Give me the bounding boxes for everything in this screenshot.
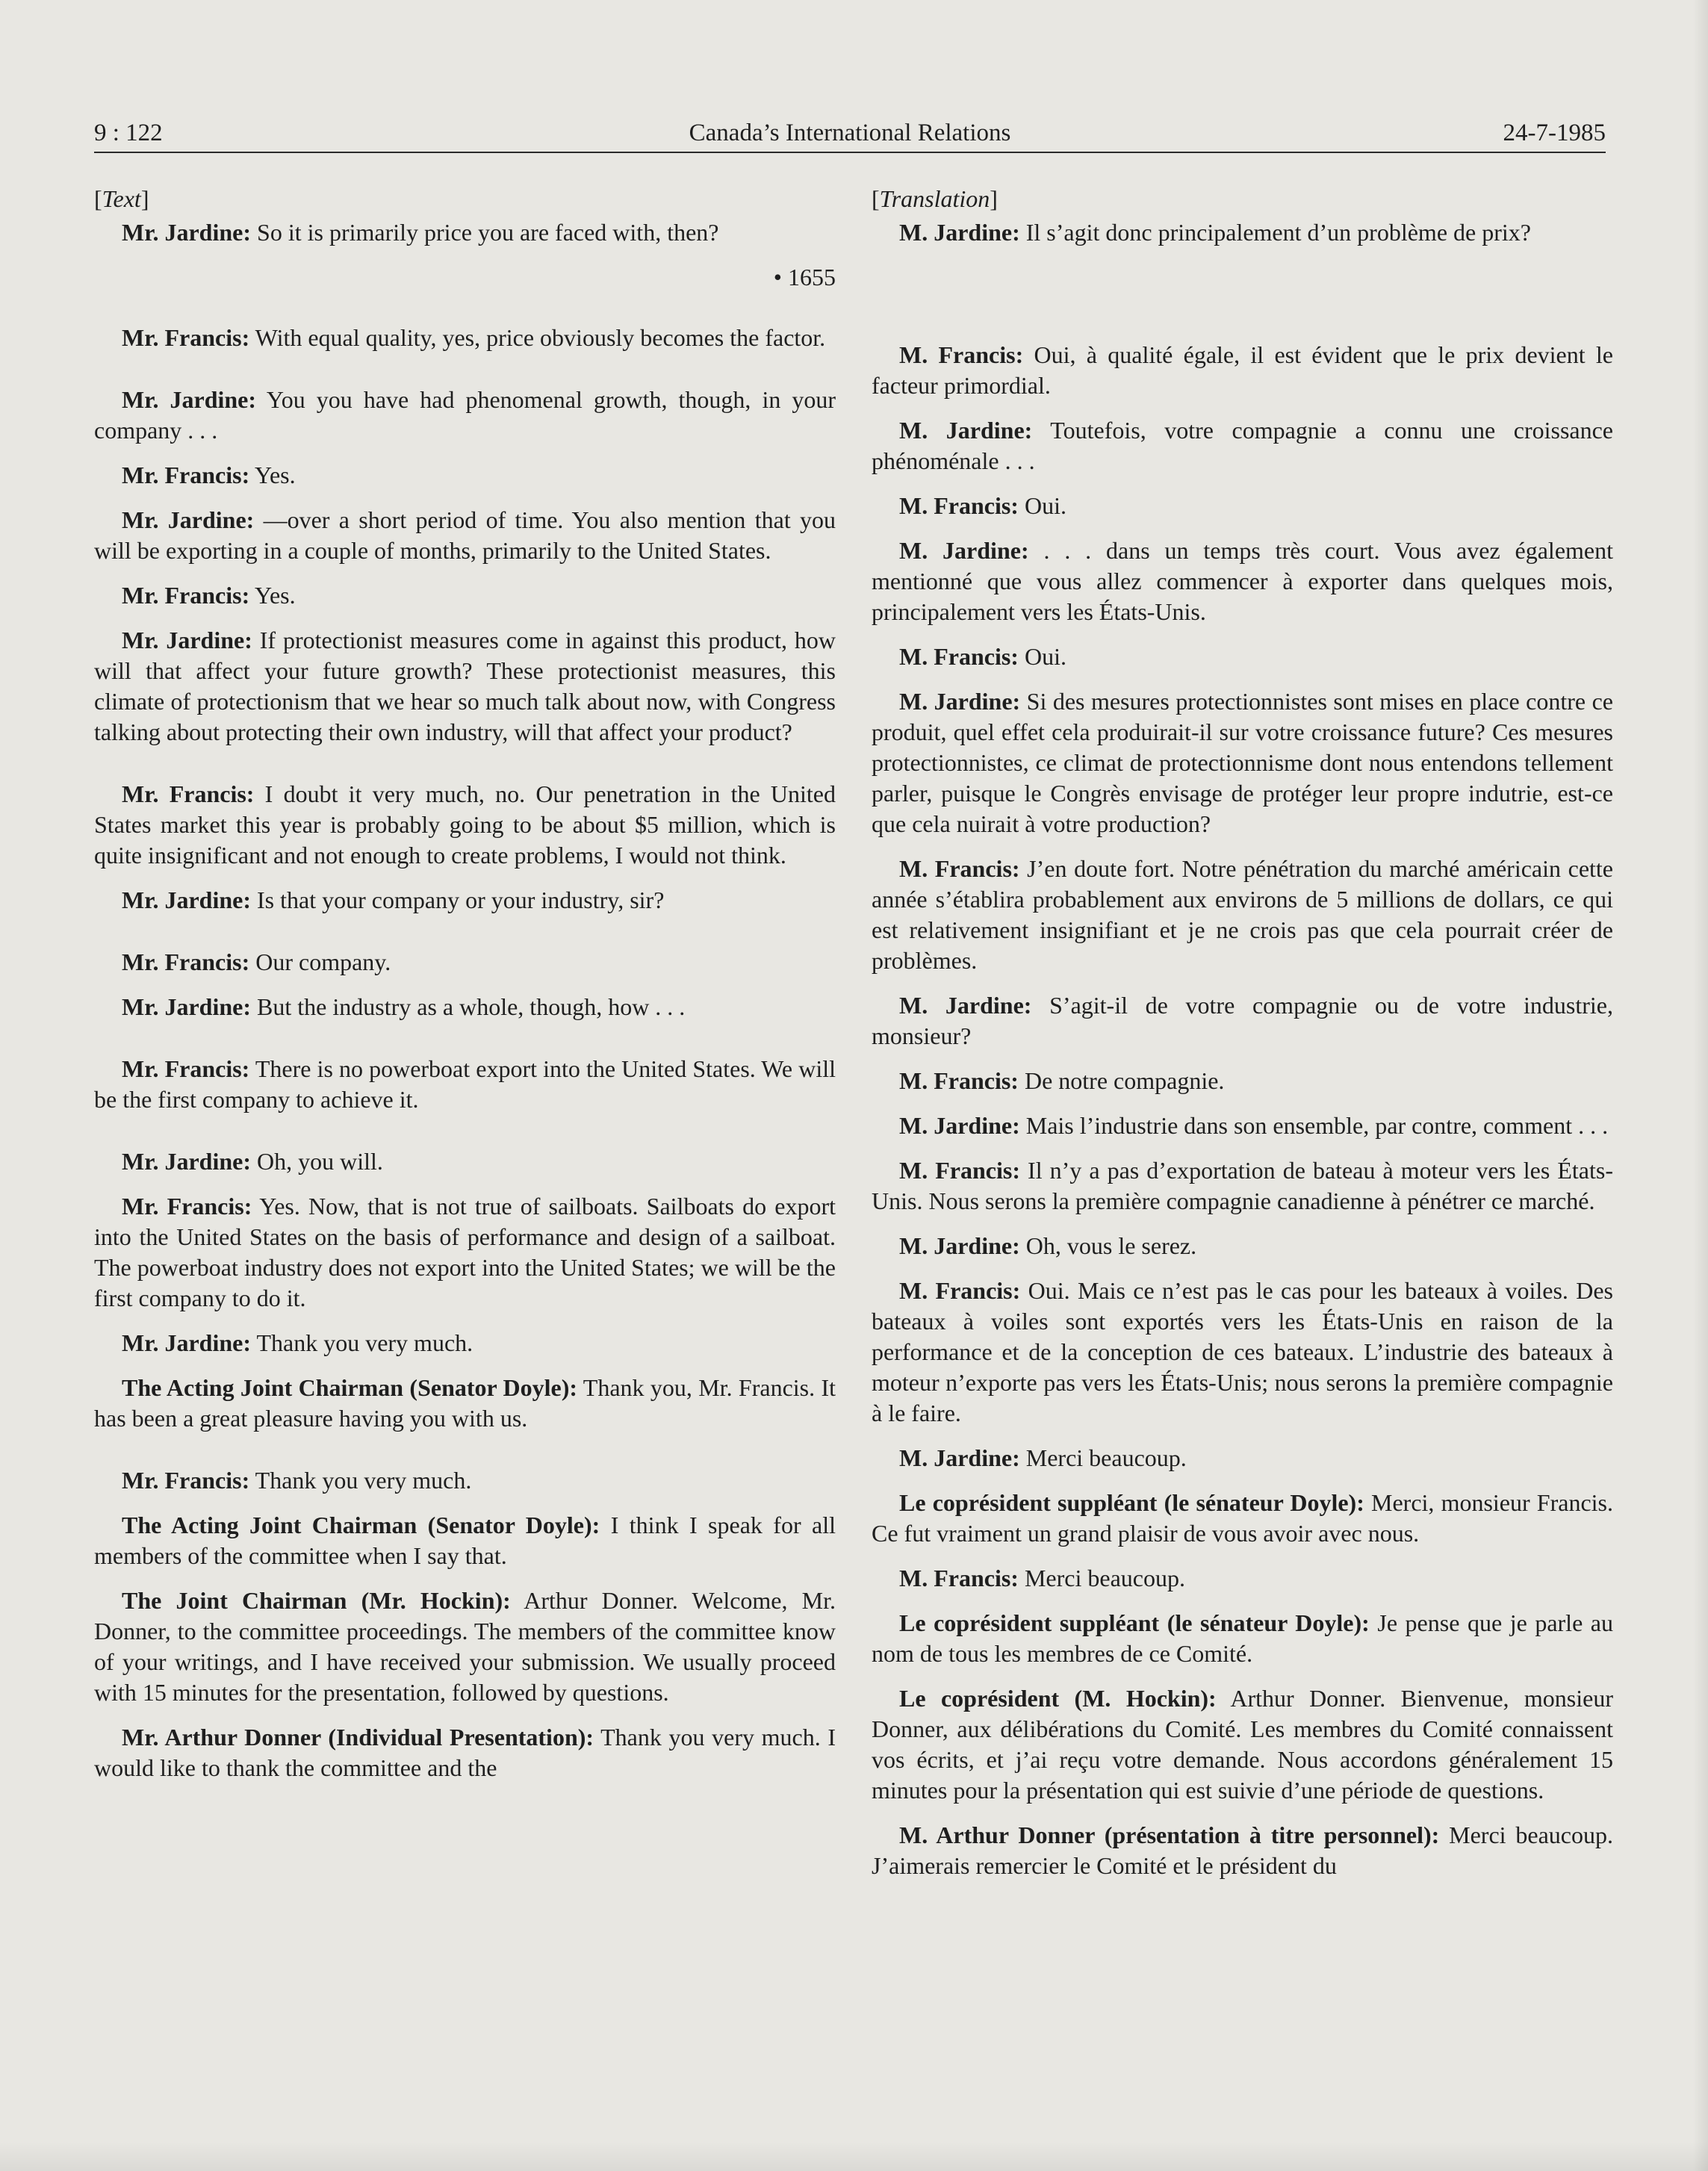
transcript-paragraph — [872, 1231, 1613, 1261]
transcript-paragraph — [94, 1465, 836, 1496]
speech-text: You you have had phenomenal growth, though, in your company . . . — [94, 386, 836, 444]
speaker-name: M. Jardine: — [899, 219, 1020, 246]
transcript-paragraph — [872, 1276, 1613, 1429]
transcript-paragraph — [872, 340, 1613, 401]
speaker-name: M. Arthur Donner (présentation à titre personnel): — [899, 1821, 1440, 1848]
transcript-paragraph — [872, 415, 1613, 476]
speaker-name: M. Francis: — [899, 492, 1019, 519]
transcript-paragraph — [94, 505, 836, 566]
transcript-paragraph — [872, 1683, 1613, 1806]
transcript-paragraph — [872, 1563, 1613, 1594]
speaker-name: M. Francis: — [899, 1067, 1019, 1094]
transcript-paragraph — [94, 992, 836, 1022]
speaker-name: M. Francis: — [899, 855, 1020, 882]
speaker-name: Mr. Jardine: — [122, 1329, 252, 1356]
speaker-name: M. Jardine: — [899, 537, 1029, 564]
speaker-name: Mr. Francis: — [122, 462, 250, 488]
speaker-name: The Acting Joint Chairman (Senator Doyle): — [122, 1512, 600, 1538]
speaker-name: Mr. Francis: — [122, 1467, 250, 1494]
speaker-name: Mr. Francis: — [122, 948, 250, 975]
speaker-name: Le coprésident suppléant (le sénateur Doyle): — [899, 1609, 1370, 1636]
speaker-name: M. Jardine: — [899, 1444, 1020, 1471]
speech-text: I think I speak for all members of the committee when I say that. — [94, 1512, 836, 1569]
speaker-name: Mr. Jardine: — [122, 993, 252, 1020]
transcript-paragraph — [94, 1191, 836, 1314]
speech-text: Merci beaucoup. — [1019, 1444, 1187, 1471]
page-edge-shading — [1693, 0, 1708, 2171]
speech-text: Il s’agit donc principalement d’un problème de prix? — [1019, 219, 1531, 246]
speech-text: S’agit-il de votre compagnie ou de votre industrie, monsieur? — [872, 992, 1614, 1049]
speech-text: Thank you, Mr. Francis. It has been a great pleasure having you with us. — [94, 1374, 836, 1432]
speaker-name: The Joint Chairman (Mr. Hockin): — [122, 1587, 511, 1614]
transcript-paragraph — [94, 1373, 836, 1434]
transcript-paragraph — [94, 217, 836, 248]
speaker-name: Le coprésident suppléant (le sénateur Doyle): — [899, 1489, 1364, 1516]
speech-text: Yes. Now, that is not true of sailboats. Sailboats do export into the United States on the basis of performance and design of a sailboat. The powerboat industry does not export into the United States; we will be the first company to do it. — [94, 1193, 836, 1311]
speaker-name: M. Jardine: — [899, 688, 1021, 715]
transcript-paragraph — [872, 642, 1613, 672]
page-bottom-shading — [0, 2141, 1708, 2171]
speaker-name: M. Jardine: — [899, 417, 1033, 444]
speaker-name: Mr. Francis: — [122, 324, 250, 351]
speaker-name: Mr. Jardine: — [122, 506, 255, 533]
transcript-paragraph — [94, 1328, 836, 1358]
speech-text: Il n’y a pas d’exportation de bateau à moteur vers les États-Unis. Nous serons la première compagnie canadienne à pénétrer ce marché. — [872, 1157, 1614, 1214]
transcript-paragraph — [94, 460, 836, 491]
speaker-name: Mr. Francis: — [122, 582, 250, 609]
transcript-paragraph — [872, 491, 1613, 521]
speech-text: Oui. — [1018, 492, 1066, 519]
speaker-name: Mr. Francis: — [122, 780, 255, 807]
translation-label: [Translation] — [872, 185, 998, 212]
speech-text: I doubt it very much, no. Our penetration in the United States market this year is probably going to be about $5 million, which is quite insignificant and not enough to create problems, I would not think. — [94, 780, 836, 869]
speech-text: Is that your company or your industry, sir? — [251, 886, 665, 913]
speech-text: Yes. — [249, 462, 296, 488]
page-header — [94, 112, 1606, 154]
speech-text: Je pense que je parle au nom de tous les membres de ce Comité. — [872, 1609, 1614, 1667]
speaker-name: M. Jardine: — [899, 992, 1032, 1019]
transcript-paragraph — [94, 779, 836, 871]
speech-text: Arthur Donner. Welcome, Mr. Donner, to the committee proceedings. The members of the committee know of your writings, and I have received your submission. We usually proceed with 15 minutes for the presentation, followed by questions. — [94, 1587, 836, 1706]
transcript-paragraph — [94, 1510, 836, 1571]
transcript-paragraph — [94, 1585, 836, 1708]
speaker-name: Mr. Jardine: — [122, 219, 252, 246]
transcript-paragraph — [94, 323, 836, 353]
speech-text: Thank you very much. I would like to thank the committee and the — [94, 1724, 836, 1781]
speaker-name: Mr. Jardine: — [122, 386, 257, 413]
transcript-paragraph — [94, 385, 836, 446]
transcript-paragraph — [94, 1722, 836, 1783]
transcript-paragraph — [872, 686, 1613, 839]
transcript-paragraph — [872, 1443, 1613, 1473]
speaker-name: M. Francis: — [899, 1565, 1019, 1591]
speech-text: With equal quality, yes, price obviously becomes the factor. — [249, 324, 826, 351]
speech-text: Our company. — [249, 948, 391, 975]
speech-text: Yes. — [249, 582, 296, 609]
speech-text: Oh, you will. — [251, 1148, 383, 1175]
header-rule — [94, 152, 1606, 153]
publication-title: Canada’s International Relations — [689, 119, 1011, 146]
speech-text: Toutefois, votre compagnie a connu une croissance phénoménale . . . — [872, 417, 1614, 474]
speech-text: Thank you very much. — [249, 1467, 472, 1494]
speaker-name: M. Francis: — [899, 1157, 1020, 1184]
speaker-name: Mr. Arthur Donner (Individual Presentation): — [122, 1724, 594, 1751]
speaker-name: M. Francis: — [899, 1277, 1021, 1304]
transcript-paragraph — [94, 1146, 836, 1177]
speech-text: —over a short period of time. You also mention that you will be exporting in a couple of months, primarily to the United States. — [94, 506, 836, 564]
speech-text: There is no powerboat export into the United States. We will be the first company to achieve it. — [94, 1055, 836, 1113]
speaker-name: Mr. Jardine: — [122, 886, 252, 913]
speaker-name: Mr. Jardine: — [122, 1148, 252, 1175]
transcript-paragraph — [872, 990, 1613, 1052]
speaker-name: M. Jardine: — [899, 1112, 1020, 1139]
transcript-paragraph — [872, 1111, 1613, 1141]
speaker-name: M. Jardine: — [899, 1232, 1020, 1259]
transcript-paragraph — [872, 535, 1613, 627]
speech-text: J’en doute fort. Notre pénétration du marché américain cette année s’établira probablement aux environs de 5 millions de dollars, ce qui est relativement insignifiant et je ne crois pas que cela pourrait créer de problèmes. — [872, 855, 1614, 974]
transcript-paragraph — [94, 947, 836, 978]
transcript-paragraph — [872, 1066, 1613, 1096]
transcript-paragraph — [94, 580, 836, 611]
transcript-paragraph — [872, 1155, 1613, 1217]
speech-text: Oui. Mais ce n’est pas le cas pour les bateaux à voiles. Des bateaux à voiles sont exportés vers les États-Unis en raison de la performance et de la conception de ces bateaux. L’industrie des bateaux à moteur n’exporte pas vers les États-Unis; nous serons la première compagnie à le faire. — [872, 1277, 1614, 1426]
speech-text: But the industry as a whole, though, how . . . — [251, 993, 686, 1020]
speech-text: If protectionist measures come in against this product, how will that affect your future growth? These protectionist measures, this climate of protectionism that we hear so much talk about now, with Congress talking about protecting their own industry, will that affect your product? — [94, 627, 836, 745]
transcript-paragraph — [872, 1820, 1613, 1881]
speech-text: Merci, monsieur Francis. Ce fut vraiment un grand plaisir de vous avoir avec nous. — [872, 1489, 1614, 1547]
transcript-paragraph — [872, 217, 1613, 248]
speaker-name: M. Francis: — [899, 643, 1019, 670]
speech-text: . . . dans un temps très court. Vous avez également mentionné que vous allez commencer à exporter dans quelques mois, principalement vers les États-Unis. — [872, 537, 1614, 625]
transcript-paragraph — [872, 1488, 1613, 1549]
speech-text: Si des mesures protectionnistes sont mises en place contre ce produit, quel effet cela produirait-il sur votre croissance future? Ces mesures protectionnistes, ce climat de protectionnisme dont nous entendons tellement parler, puisque le Congrès envisage de protéger leur propre indutrie, est-ce que cela nuirait à votre production? — [872, 688, 1614, 837]
speaker-name: The Acting Joint Chairman (Senator Doyle): — [122, 1374, 578, 1401]
speech-text: Mais l’industrie dans son ensemble, par contre, comment . . . — [1019, 1112, 1609, 1139]
speech-text: Merci beaucoup. — [1018, 1565, 1185, 1591]
english-column — [94, 184, 836, 1798]
transcript-paragraph — [94, 625, 836, 748]
text-label: [Text] — [94, 185, 149, 212]
transcript-paragraph — [94, 885, 836, 916]
speech-text: Oui, à qualité égale, il est évident que le prix devient le facteur primordial. — [872, 341, 1614, 399]
speaker-name: Mr. Francis: — [122, 1055, 250, 1082]
speech-text: So it is primarily price you are faced with, then? — [251, 219, 719, 246]
time-marker: • 1655 — [773, 264, 836, 291]
speaker-name: Le coprésident (M. Hockin): — [899, 1685, 1217, 1712]
speech-text: Arthur Donner. Bienvenue, monsieur Donner, aux délibérations du Comité. Les membres du Comité connaissent vos écrits, et j’ai reçu votre demande. Nous accordons généralement 15 minutes pour la présentation qui est suivie d’une période de questions. — [872, 1685, 1614, 1804]
speaker-name: M. Francis: — [899, 341, 1024, 368]
speech-text: Oui. — [1018, 643, 1066, 670]
speaker-name: Mr. Jardine: — [122, 627, 252, 653]
speech-text: Thank you very much. — [251, 1329, 473, 1356]
page-number: 9 : 122 — [94, 119, 163, 146]
speech-text: De notre compagnie. — [1018, 1067, 1225, 1094]
transcript-paragraph — [872, 1608, 1613, 1669]
french-column — [872, 184, 1613, 1895]
speaker-name: Mr. Francis: — [122, 1193, 252, 1220]
transcript-paragraph — [872, 854, 1613, 976]
speech-text: Merci beaucoup. J’aimerais remercier le Comité et le président du — [872, 1821, 1614, 1879]
speech-text: Oh, vous le serez. — [1019, 1232, 1197, 1259]
publication-date: 24-7-1985 — [1503, 119, 1606, 146]
transcript-paragraph — [94, 1054, 836, 1115]
